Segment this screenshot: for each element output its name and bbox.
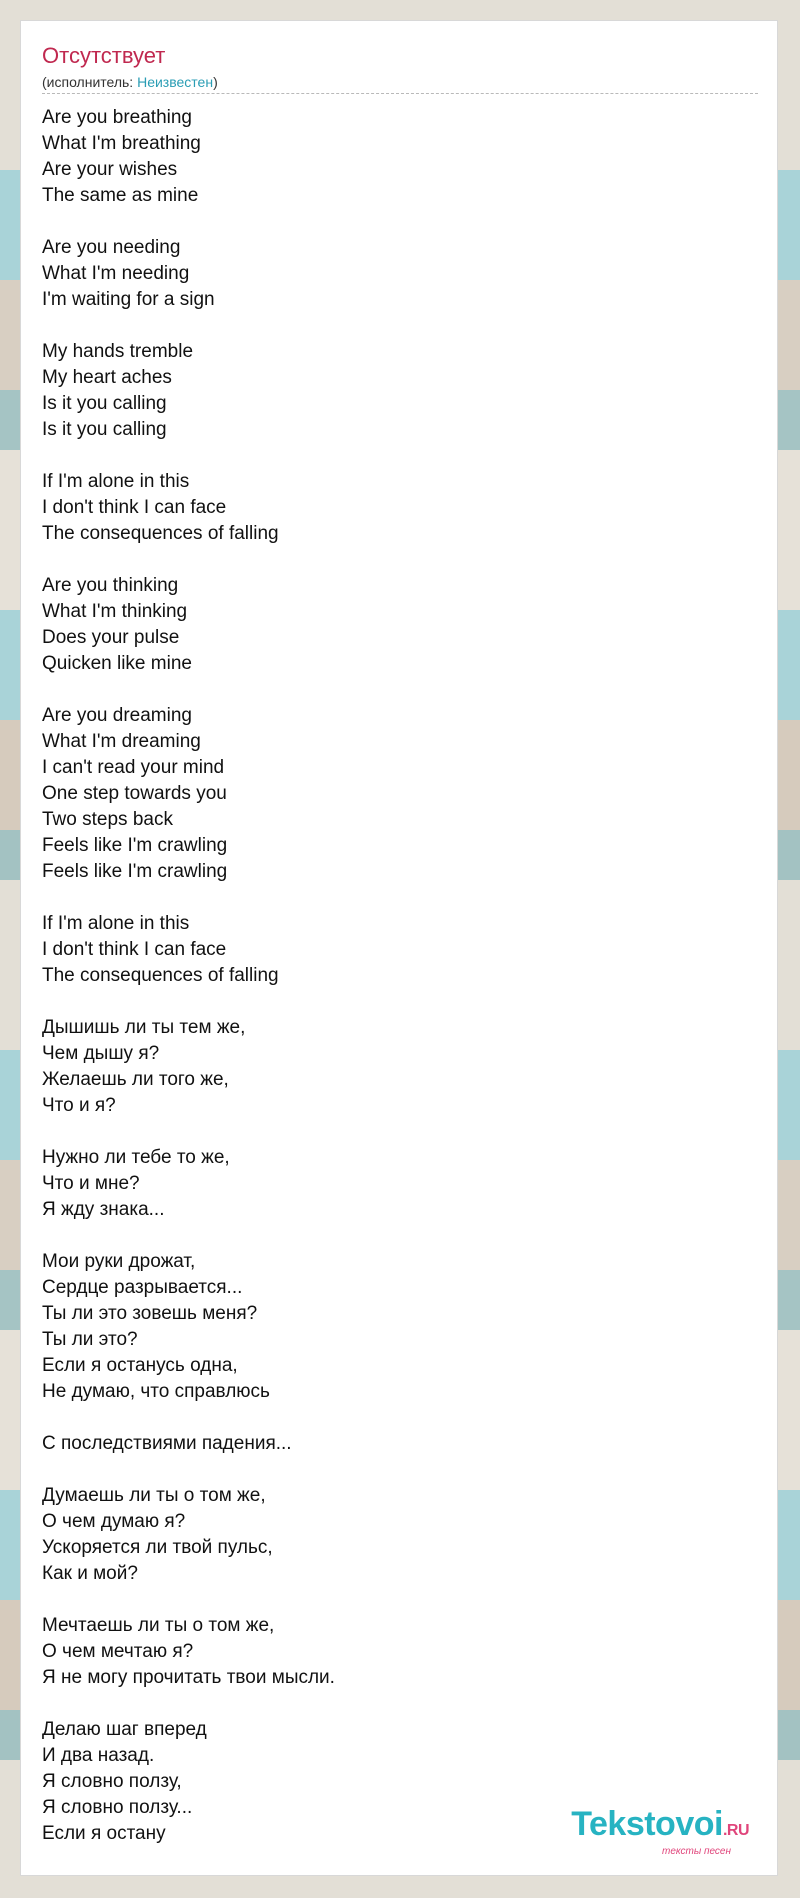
lyric-line: What I'm needing (42, 263, 190, 284)
lyric-line: Мечтаешь ли ты о том же, (42, 1615, 275, 1636)
lyric-line: I can't read your mind (42, 757, 225, 778)
lyric-line: Дышишь ли ты тем же, (42, 1017, 246, 1038)
lyrics-body (42, 105, 742, 1847)
lyric-line: Нужно ли тебе то же, (42, 1147, 230, 1168)
lyric-line: Если я останусь одна, (42, 1355, 238, 1376)
lyric-line: Желаешь ли того же, (42, 1069, 229, 1090)
lyric-line: Feels like I'm crawling (42, 861, 228, 882)
lyric-line: I don't think I can face (42, 497, 227, 518)
lyric-line: Are you dreaming (42, 705, 192, 726)
lyric-line: Чем дышу я? (42, 1043, 160, 1064)
logo-wordmark (571, 1806, 749, 1849)
stanza-gap (42, 1223, 742, 1249)
lyric-line: Я не могу прочитать твои мысли. (42, 1667, 335, 1688)
stanza-gap (42, 1587, 742, 1613)
stanza-gap (42, 547, 742, 573)
lyrics-card (20, 20, 778, 1876)
lyric-line: The consequences of falling (42, 965, 279, 986)
byline-prefix: (исполнитель: (42, 74, 138, 90)
lyric-line: Are you needing (42, 237, 181, 258)
lyric-line: Is it you calling (42, 393, 167, 414)
lyric-line: I don't think I can face (42, 939, 227, 960)
stanza-gap (42, 989, 742, 1015)
stanza-gap (42, 885, 742, 911)
lyric-line: Are you thinking (42, 575, 179, 596)
lyric-line: Что и мне? (42, 1173, 140, 1194)
stanza-gap (42, 1691, 742, 1717)
lyric-line: Я словно ползу... (42, 1797, 193, 1818)
lyric-line: My heart aches (42, 367, 172, 388)
lyric-line: What I'm thinking (42, 601, 188, 622)
lyric-line: Ускоряется ли твой пульс, (42, 1537, 273, 1558)
lyric-line: Is it you calling (42, 419, 167, 440)
lyric-line: One step towards you (42, 783, 227, 804)
lyric-line: Делаю шаг вперед (42, 1719, 207, 1740)
lyric-line: Are you breathing (42, 107, 192, 128)
lyric-line: С последствиями падения... (42, 1433, 292, 1454)
lyric-line: Сердце разрывается... (42, 1277, 243, 1298)
logo-name: Tekstovoi (571, 1805, 723, 1843)
lyric-line: Не думаю, что справлюсь (42, 1381, 270, 1402)
lyric-line: What I'm dreaming (42, 731, 201, 752)
artist-link[interactable]: Неизвестен (137, 74, 214, 90)
lyric-line: Что и я? (42, 1095, 116, 1116)
lyric-line: Ты ли это? (42, 1329, 138, 1350)
lyric-line: I'm waiting for a sign (42, 289, 215, 310)
site-logo[interactable] (571, 1806, 749, 1857)
lyric-line: О чем мечтаю я? (42, 1641, 194, 1662)
lyric-line: The consequences of falling (42, 523, 279, 544)
lyric-line: Quicken like mine (42, 653, 192, 674)
logo-tld: .RU (722, 1822, 749, 1839)
stanza-gap (42, 1119, 742, 1145)
lyric-line: Как и мой? (42, 1563, 138, 1584)
lyric-line: О чем думаю я? (42, 1511, 186, 1532)
lyric-line: Ты ли это зовешь меня? (42, 1303, 258, 1324)
stanza-gap (42, 313, 742, 339)
lyric-line: Мои руки дрожат, (42, 1251, 196, 1272)
lyric-line: Feels like I'm crawling (42, 835, 228, 856)
lyric-line: My hands tremble (42, 341, 194, 362)
stanza-gap (42, 1405, 742, 1431)
lyric-line: Two steps back (42, 809, 173, 830)
lyric-line: И два назад. (42, 1745, 155, 1766)
stanza-gap (42, 1457, 742, 1483)
lyric-line: If I'm alone in this (42, 471, 190, 492)
song-title: Отсутствует (42, 43, 166, 68)
stanza-gap (42, 209, 742, 235)
lyric-line: Я жду знака... (42, 1199, 165, 1220)
stanza-gap (42, 677, 742, 703)
byline-suffix: ) (213, 74, 218, 90)
lyric-line: Are your wishes (42, 159, 178, 180)
lyric-line: Если я остану (42, 1823, 166, 1844)
song-byline (42, 73, 218, 91)
stanza-gap (42, 443, 742, 469)
lyric-line: Я словно ползу, (42, 1771, 182, 1792)
title-divider (42, 93, 758, 94)
lyric-line: Does your pulse (42, 627, 180, 648)
lyric-line: If I'm alone in this (42, 913, 190, 934)
lyric-line: Думаешь ли ты о том же, (42, 1485, 266, 1506)
logo-tagline: тексты песен (662, 1846, 731, 1857)
lyric-line: The same as mine (42, 185, 199, 206)
lyric-line: What I'm breathing (42, 133, 201, 154)
